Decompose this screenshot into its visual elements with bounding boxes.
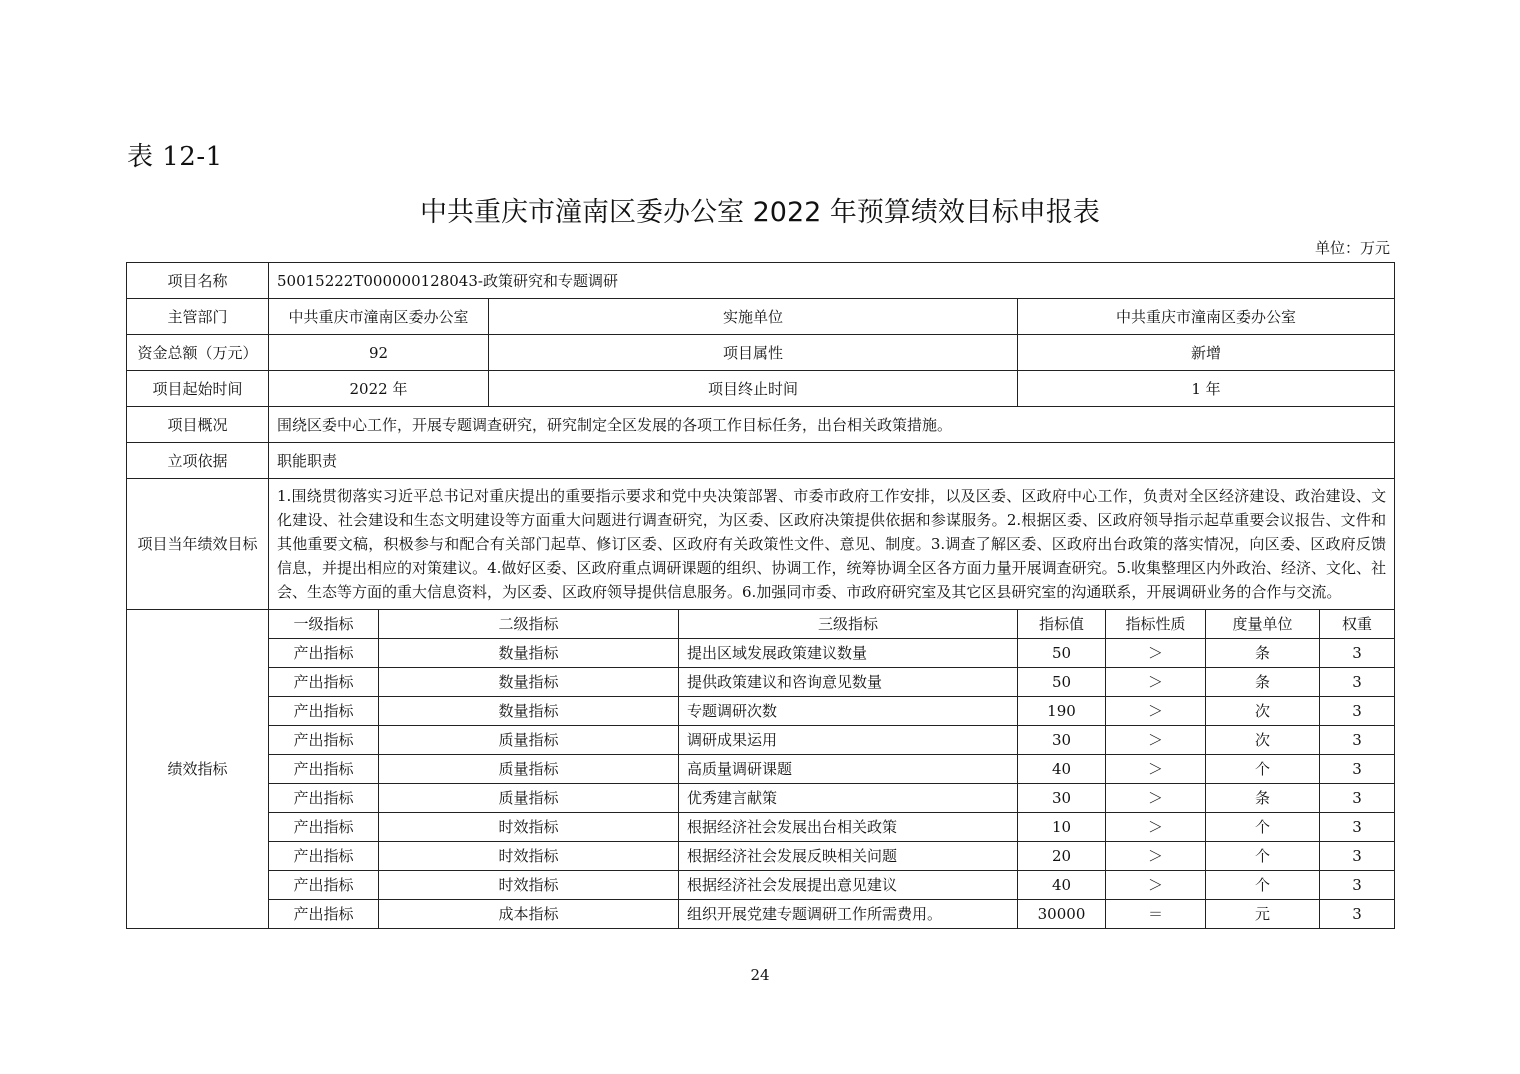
cell-weight: 3 [1320,697,1395,726]
cell-nature: ＞ [1106,697,1206,726]
header-nature: 指标性质 [1106,610,1206,639]
indicator-row [127,871,1395,900]
cell-level1: 产出指标 [269,755,379,784]
indicator-row [127,813,1395,842]
value-goals: 1.围绕贯彻落实习近平总书记对重庆提出的重要指示要求和党中央决策部署、市委市政府工作安排，以及区委、区政府中心工作，负责对全区经济建设、政治建设、文化建设、社会建设和生态文明建设等方面重大问题进行调查研究，为区委、区政府决策提供依据和参谋服务。2.根据区委、区政府领导指示起草重要会议报告、文件和其他重要文稿，积极参与和配合有关部门起草、修订区委、区政府有关政策性文件、意见、制度。3.调查了解区委、区政府出台政策的落实情况，向区委、区政府反馈信息，并提出相应的对策建议。4.做好区委、区政府重点调研课题的组织、协调工作，统筹协调全区各方面力量开展调查研究。5.收集整理区内外政治、经济、文化、社会、生态等方面的重大信息资料，为区委、区政府领导提供信息服务。6.加强同市委、市政府研究室及其它区县研究室的沟通联系，开展调研业务的合作与交流。 [269,479,1395,610]
cell-weight: 3 [1320,784,1395,813]
cell-unit: 个 [1206,871,1320,900]
row-time [127,371,1395,407]
cell-value: 30 [1018,784,1106,813]
cell-weight: 3 [1320,639,1395,668]
value-basis: 职能职责 [269,443,1395,479]
cell-value: 10 [1018,813,1106,842]
value-attr: 新增 [1018,335,1395,371]
cell-unit: 个 [1206,842,1320,871]
indicator-row [127,842,1395,871]
value-project-name: 50015222T000000128043-政策研究和专题调研 [269,263,1395,299]
table-number: 表 12-1 [127,142,223,172]
label-attr: 项目属性 [489,335,1018,371]
cell-level2: 数量指标 [379,639,679,668]
page-number: 24 [750,966,770,984]
cell-value: 50 [1018,639,1106,668]
cell-level2: 成本指标 [379,900,679,929]
indicator-row [127,639,1395,668]
header-level3: 三级指标 [679,610,1018,639]
label-dept: 主管部门 [127,299,269,335]
cell-level3: 提供政策建议和咨询意见数量 [679,668,1018,697]
cell-level2: 质量指标 [379,755,679,784]
cell-nature: ＞ [1106,726,1206,755]
cell-weight: 3 [1320,813,1395,842]
cell-weight: 3 [1320,842,1395,871]
cell-level1: 产出指标 [269,900,379,929]
row-project-name [127,263,1395,299]
cell-level2: 时效指标 [379,871,679,900]
value-impl: 中共重庆市潼南区委办公室 [1018,299,1395,335]
row-department [127,299,1395,335]
cell-unit: 个 [1206,813,1320,842]
indicator-row [127,900,1395,929]
cell-weight: 3 [1320,871,1395,900]
cell-unit: 条 [1206,668,1320,697]
unit-note: 单位：万元 [1314,239,1390,257]
cell-value: 40 [1018,871,1106,900]
cell-value: 20 [1018,842,1106,871]
cell-weight: 3 [1320,668,1395,697]
cell-value: 190 [1018,697,1106,726]
budget-form-table [126,262,1395,929]
indicator-row [127,726,1395,755]
cell-level1: 产出指标 [269,697,379,726]
indicator-row [127,697,1395,726]
cell-level3: 专题调研次数 [679,697,1018,726]
cell-level3: 组织开展党建专题调研工作所需费用。 [679,900,1018,929]
label-project-name: 项目名称 [127,263,269,299]
row-goals [127,479,1395,610]
cell-level1: 产出指标 [269,668,379,697]
cell-level3: 提出区域发展政策建议数量 [679,639,1018,668]
row-basis [127,443,1395,479]
header-level1: 一级指标 [269,610,379,639]
cell-level3: 调研成果运用 [679,726,1018,755]
indicator-row [127,755,1395,784]
cell-level3: 根据经济社会发展提出意见建议 [679,871,1018,900]
label-impl: 实施单位 [489,299,1018,335]
indicator-header-row [127,610,1395,639]
header-level2: 二级指标 [379,610,679,639]
cell-level1: 产出指标 [269,726,379,755]
label-indicators: 绩效指标 [127,610,269,929]
label-end: 项目终止时间 [489,371,1018,407]
cell-level1: 产出指标 [269,842,379,871]
cell-level1: 产出指标 [269,784,379,813]
cell-unit: 次 [1206,726,1320,755]
cell-level3: 优秀建言献策 [679,784,1018,813]
cell-level1: 产出指标 [269,639,379,668]
cell-unit: 次 [1206,697,1320,726]
cell-level3: 高质量调研课题 [679,755,1018,784]
document-title: 中共重庆市潼南区委办公室 2022 年预算绩效目标申报表 [420,197,1100,228]
cell-value: 50 [1018,668,1106,697]
cell-nature: ＞ [1106,784,1206,813]
cell-value: 30000 [1018,900,1106,929]
value-start: 2022 年 [269,371,489,407]
cell-level2: 数量指标 [379,697,679,726]
label-overview: 项目概况 [127,407,269,443]
cell-unit: 条 [1206,784,1320,813]
header-unit: 度量单位 [1206,610,1320,639]
label-goals: 项目当年绩效目标 [127,479,269,610]
row-funds [127,335,1395,371]
cell-nature: ＞ [1106,813,1206,842]
cell-level2: 质量指标 [379,784,679,813]
cell-weight: 3 [1320,755,1395,784]
label-start: 项目起始时间 [127,371,269,407]
cell-weight: 3 [1320,726,1395,755]
header-value: 指标值 [1018,610,1106,639]
cell-nature: ＞ [1106,639,1206,668]
value-overview: 围绕区委中心工作，开展专题调查研究，研究制定全区发展的各项工作目标任务，出台相关政策措施。 [269,407,1395,443]
indicator-row [127,784,1395,813]
cell-level3: 根据经济社会发展出台相关政策 [679,813,1018,842]
cell-nature: ＞ [1106,871,1206,900]
value-funds: 92 [269,335,489,371]
cell-level1: 产出指标 [269,871,379,900]
cell-level3: 根据经济社会发展反映相关问题 [679,842,1018,871]
cell-unit: 条 [1206,639,1320,668]
cell-value: 40 [1018,755,1106,784]
cell-level2: 数量指标 [379,668,679,697]
cell-level2: 时效指标 [379,842,679,871]
header-weight: 权重 [1320,610,1395,639]
cell-nature: ＝ [1106,900,1206,929]
cell-level2: 质量指标 [379,726,679,755]
value-end: 1 年 [1018,371,1395,407]
label-basis: 立项依据 [127,443,269,479]
cell-nature: ＞ [1106,755,1206,784]
label-funds: 资金总额（万元） [127,335,269,371]
cell-level2: 时效指标 [379,813,679,842]
cell-weight: 3 [1320,900,1395,929]
row-overview [127,407,1395,443]
cell-unit: 个 [1206,755,1320,784]
cell-level1: 产出指标 [269,813,379,842]
cell-unit: 元 [1206,900,1320,929]
cell-value: 30 [1018,726,1106,755]
cell-nature: ＞ [1106,668,1206,697]
cell-nature: ＞ [1106,842,1206,871]
value-dept: 中共重庆市潼南区委办公室 [269,299,489,335]
indicator-row [127,668,1395,697]
